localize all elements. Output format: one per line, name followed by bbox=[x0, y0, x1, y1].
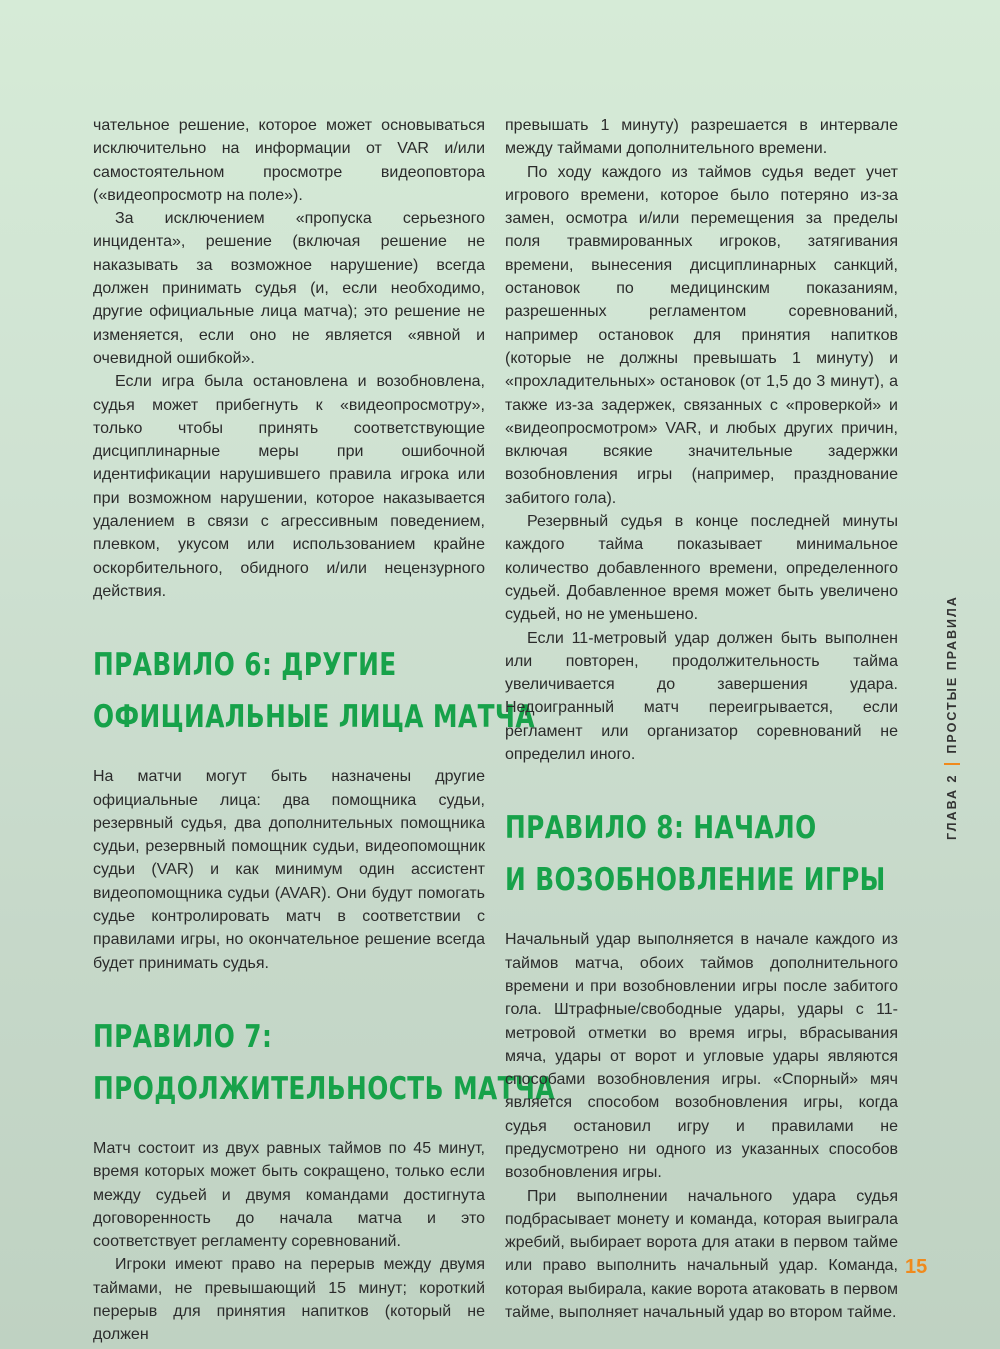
rule7-heading bbox=[93, 1011, 555, 1115]
rule8-heading bbox=[505, 802, 898, 906]
rule7-title-line2: ПРОДОЛЖИТЕЛЬНОСТЬ МАТЧА bbox=[93, 1070, 555, 1107]
paragraph: При выполнении начального удара судья подбрасывает монету и команда, которая выиграла жребий, выбирает ворота для атаки в первом тайме или право выполнить начальный удар. Команда, которая выбирала, какие ворота атаковать в первом тайме, выполняет начальный удар во втором тайме. bbox=[505, 1187, 898, 1322]
rule7-title-line1: ПРАВИЛО 7: bbox=[93, 1018, 273, 1055]
paragraph: На матчи могут быть назначены другие официальные лица: два помощника судьи, резервный судья, два дополнительных помощника судьи, резервный помощник судьи, видеопомощник судьи (VAR) и как минимум один ассистент видеопомощника судьи (AVAR). Они будут помогать судье контролировать матч в соответствии с правилами игры, но окончательное решение всегда будет принимать судья. bbox=[93, 768, 485, 972]
paragraph: Игроки имеют право на перерыв между двумя таймами, не превышающий 15 минут; короткий перерыв для принятия напитков (который не должен bbox=[93, 1256, 485, 1344]
paragraph: превышать 1 минуту) разрешается в интервале между таймами дополнительного времени. bbox=[505, 117, 898, 158]
rule8-title-line2: И ВОЗОБНОВЛЕНИЕ ИГРЫ bbox=[505, 862, 886, 899]
paragraph: По ходу каждого из таймов судья ведет учет игрового времени, которое было потеряно из-за замен, осмотра и/или перемещения за пределы поля травмированных игроков, затягивания времени, вынесения дисциплинарных санкций, остановок по медицинским показаниям, разрешенных регламентом соревнований, например остановок для принятия напитков (которые не должны превышать 1 минуту) и «прохладительных» остановок (от 1,5 до 3 минут), а также из-за задержек, связанных с «проверкой» и «видеопросмотром» VAR, и любых других причин, включая всякие значительные задержки возобновления игры (например, празднование забитого гола). bbox=[505, 163, 898, 507]
divider bbox=[944, 763, 960, 765]
section-label: ПРОСТЫЕ ПРАВИЛА bbox=[945, 595, 959, 754]
left-column bbox=[93, 114, 555, 1347]
paragraph: Начальный удар выполняется в начале каждого из таймов матча, обоих таймов дополнительного времени и при возобновлении игры после забитого гола. Штрафные/свободные удары, удары с 11-метровой отметки во время игры, вбрасывания мяча, удары от ворот и угловые удары являются способами возобновления игры. «Спорный» мяч является способом возобновления игры, когда судья остановил игру и правилами не предусмотрено ни одного из указанных способов возобновления игры. bbox=[505, 931, 898, 1182]
paragraph: Если игра была остановлена и возобновлена, судья может прибегнуть к «видеопросмотру», только чтобы принять соответствующие дисциплинарные меры при ошибочной идентификации нарушившего правила игрока или при возможном нарушении, которое наказывается удалением в связи с агрессивным поведением, плевком, укусом или использованием крайне оскорбительного, обидного и/или нецензурного действия. bbox=[93, 373, 485, 600]
chapter-label: ГЛАВА 2 bbox=[945, 773, 959, 840]
right-column bbox=[505, 114, 898, 1324]
paragraph: Если 11-метровый удар должен быть выполнен или повторен, продолжительность тайма увеличивается до завершения удара. Недоигранный матч переигрывается, если регламент или организатор соревнований не определил иного. bbox=[505, 629, 898, 764]
page-number: 15 bbox=[905, 1256, 928, 1278]
rule6-heading bbox=[93, 639, 535, 743]
paragraph: чательное решение, которое может основываться исключительно на информации от VAR и/или самостоятельном просмотре видеоповтора («видеопросмотр на поле»). bbox=[93, 117, 485, 204]
chapter-side-tab bbox=[944, 595, 960, 840]
rule6-title-line2: ОФИЦИАЛЬНЫЕ ЛИЦА МАТЧА bbox=[93, 699, 535, 736]
paragraph: Матч состоит из двух равных таймов по 45 минут, время которых может быть сокращено, только если между судьей и двумя командами достигнута договоренность до начала матча и это соответствует регламенту соревнований. bbox=[93, 1139, 485, 1251]
rule6-title-line1: ПРАВИЛО 6: ДРУГИЕ bbox=[93, 647, 397, 684]
paragraph: За исключением «пропуска серьезного инцидента», решение (включая решение не наказывать за возможное нарушение) всегда должен принимать судья (и, если необходимо, другие официальные лица матча); это решение не изменяется, если оно не является «явной и очевидной ошибкой». bbox=[93, 210, 485, 367]
paragraph: Резервный судья в конце последней минуты каждого тайма показывает минимальное количество добавленного времени, определенного судьей. Добавленное время может быть увеличено судьей, но не уменьшено. bbox=[505, 513, 898, 624]
rule8-title-line1: ПРАВИЛО 8: НАЧАЛО bbox=[505, 810, 817, 847]
